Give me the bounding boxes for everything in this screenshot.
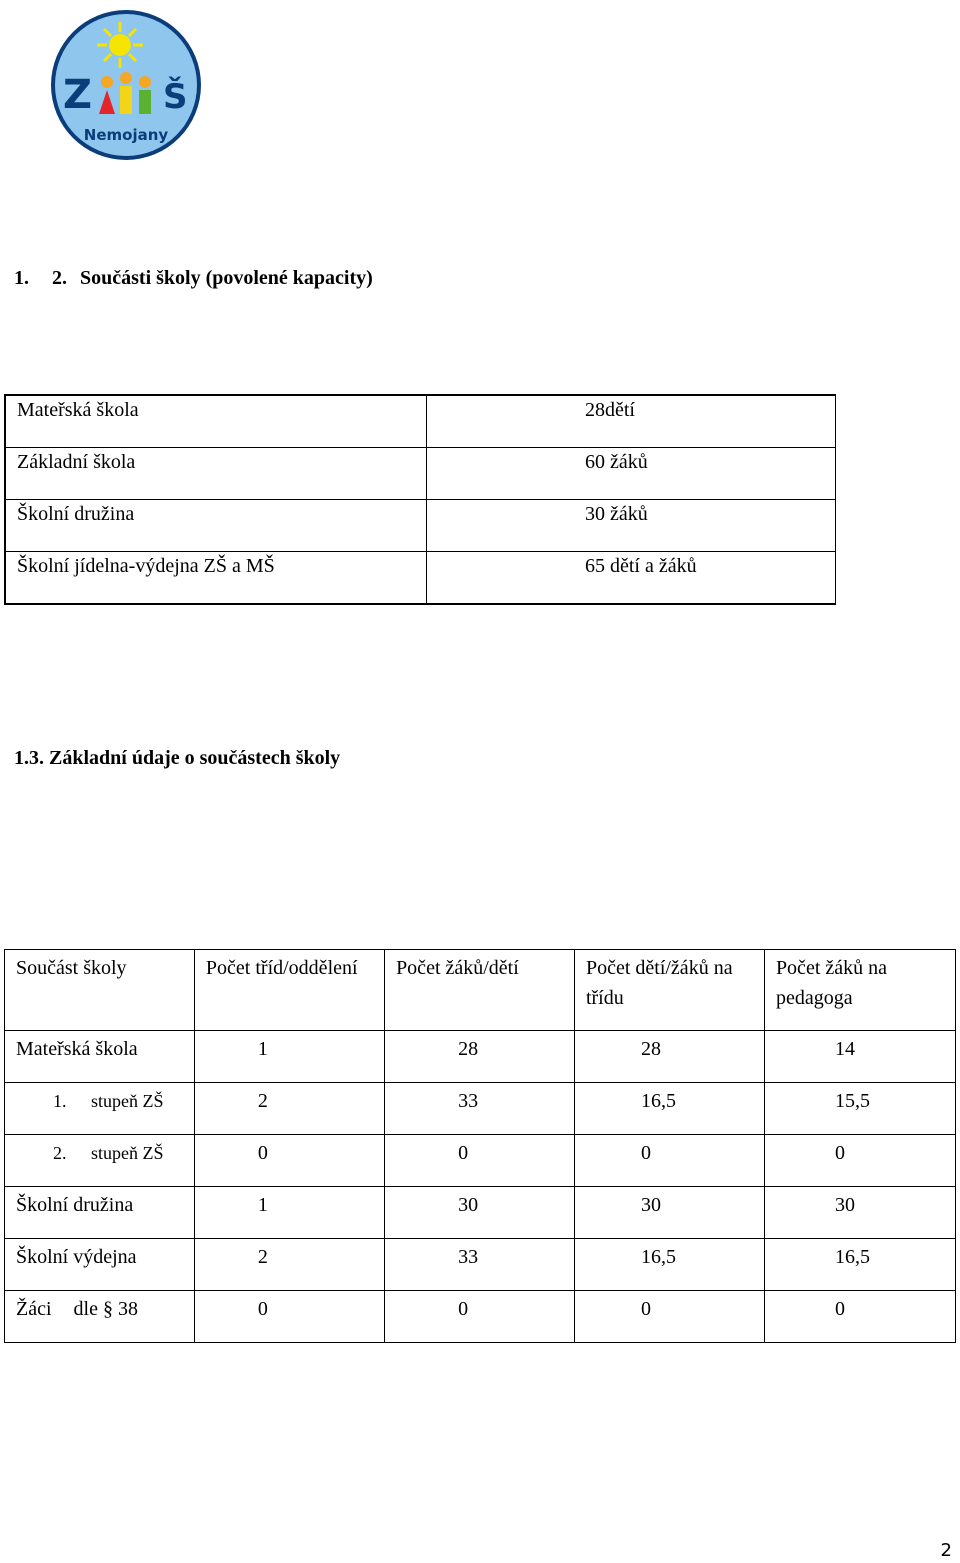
row-label-number: 1. <box>53 1091 67 1111</box>
capacity-value: 60 žáků <box>585 451 648 473</box>
table-row <box>5 1135 956 1187</box>
cell-per-class: 0 <box>640 1142 651 1164</box>
column-header: Součást školy <box>16 957 127 979</box>
row-label: Mateřská škola <box>16 1038 138 1060</box>
logo-subtitle: Nemojany <box>83 126 169 144</box>
row-label-number: 2. <box>53 1143 67 1163</box>
heading-number: 1. <box>14 267 29 289</box>
cell-pupils: 28 <box>458 1038 479 1060</box>
cell-per-teacher: 15,5 <box>834 1090 870 1112</box>
row-label-paragraph: dle § 38 <box>73 1298 138 1320</box>
cell-pupils: 0 <box>458 1142 469 1164</box>
svg-text:Š: Š <box>163 77 188 117</box>
cell-classes: 1 <box>257 1038 268 1060</box>
table-row <box>5 1031 956 1083</box>
table-header-row <box>5 950 956 1031</box>
cell-per-class: 30 <box>640 1194 661 1216</box>
row-label <box>5 1083 194 1116</box>
cell-pupils: 33 <box>458 1090 479 1112</box>
cell-per-teacher: 0 <box>834 1298 845 1320</box>
row-label-text: Žáci <box>16 1298 52 1320</box>
column-header: Počet tříd/oddělení <box>205 957 358 979</box>
capacity-name: Školní jídelna-výdejna ZŠ a MŠ <box>17 555 275 577</box>
capacity-value: 65 dětí a žáků <box>585 555 697 577</box>
section-heading-capacities <box>14 267 373 290</box>
cell-classes: 1 <box>257 1194 268 1216</box>
row-label-text: stupeň ZŠ <box>91 1091 164 1111</box>
table-row <box>5 448 836 500</box>
table-row <box>5 1291 956 1343</box>
cell-pupils: 30 <box>458 1194 479 1216</box>
capacity-name: Školní družina <box>17 503 135 525</box>
capacity-value: 28dětí <box>585 399 635 421</box>
column-header: Počet žáků na pedagoga <box>775 957 888 1009</box>
row-label <box>5 1291 194 1324</box>
heading-text: Součásti školy (povolené kapacity) <box>80 267 373 289</box>
column-header: Počet dětí/žáků na třídu <box>585 957 733 1009</box>
cell-per-class: 0 <box>640 1298 651 1320</box>
cell-per-teacher: 30 <box>834 1194 855 1216</box>
cell-classes: 0 <box>257 1142 268 1164</box>
capacities-table <box>4 394 836 605</box>
capacity-name: Základní škola <box>17 451 136 473</box>
page-number: 2 <box>940 1540 952 1561</box>
section-heading-basic-data: 1.3. Základní údaje o součástech školy <box>14 747 341 769</box>
school-logo <box>49 8 203 162</box>
table-row <box>5 1083 956 1135</box>
cell-per-teacher: 16,5 <box>834 1246 870 1268</box>
capacity-value: 30 žáků <box>585 503 648 525</box>
row-label <box>5 1135 194 1168</box>
cell-pupils: 0 <box>458 1298 469 1320</box>
row-label: Školní družina <box>16 1194 134 1216</box>
children-figures-icon <box>99 72 151 114</box>
heading-subnumber: 2. <box>52 267 67 289</box>
capacity-name: Mateřská škola <box>17 399 139 421</box>
table-row <box>5 500 836 552</box>
cell-classes: 2 <box>257 1090 268 1112</box>
svg-text:Z: Z <box>63 72 93 118</box>
row-label-text: stupeň ZŠ <box>91 1143 164 1163</box>
cell-per-class: 16,5 <box>640 1090 676 1112</box>
table-row <box>5 395 836 448</box>
table-row <box>5 552 836 605</box>
cell-classes: 2 <box>257 1246 268 1268</box>
cell-per-teacher: 14 <box>834 1038 855 1060</box>
basic-data-table <box>4 949 956 1343</box>
cell-per-class: 28 <box>640 1038 661 1060</box>
column-header: Počet žáků/dětí <box>396 957 519 979</box>
cell-per-teacher: 0 <box>834 1142 845 1164</box>
cell-per-class: 16,5 <box>640 1246 676 1268</box>
cell-pupils: 33 <box>458 1246 479 1268</box>
table-row <box>5 1187 956 1239</box>
table-row <box>5 1239 956 1291</box>
row-label: Školní výdejna <box>16 1246 137 1268</box>
cell-classes: 0 <box>257 1298 268 1320</box>
